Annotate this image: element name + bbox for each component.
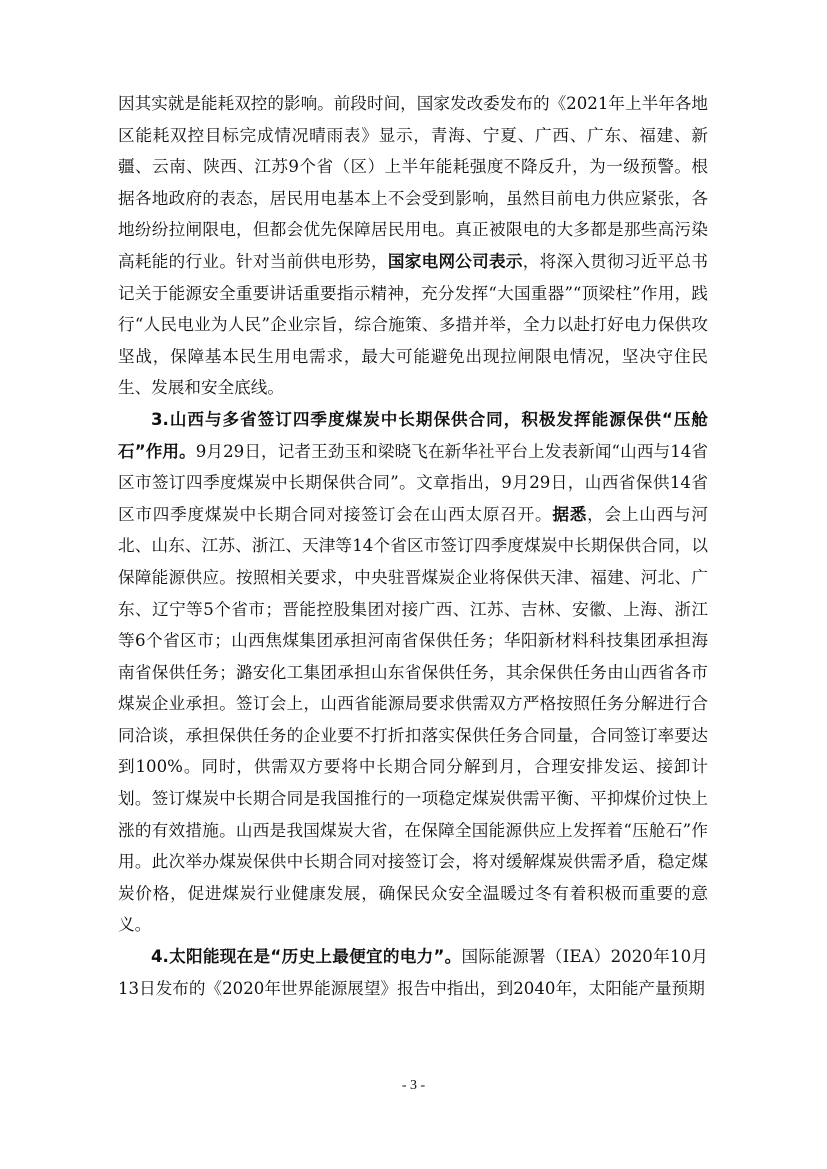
paragraph-2 [118,404,708,941]
paragraph-3-text-a: 国际能源署（IEA）2020年10月13日发布的《2020年世界能源展望》报告中指出，到2040年，太阳能产量预期 [118,947,708,998]
paragraph-2-text-b: ，会上山西与河北、山东、江苏、浙江、天津等14个省区市签订四季度煤炭中长期保供合同，以保障能源供应。按照相关要求，中央驻晋煤炭企业将保供天津、福建、河北、广东、辽宁等5个省市；晋能控股集团对接广西、江苏、吉林、安徽、上海、浙江等6个省区市；山西焦煤集团承担河南省保供任务；华阳新材料科技集团承担海南省保供任务；潞安化工集团承担山东省保供任务，其余保供任务由山西省各市煤炭企业承担。签订会上，山西省能源局要求供需双方严格按照任务分解进行合同洽谈，承担保供任务的企业要不打折扣落实保供任务合同量，合同签订率要达到100%。同时，供需双方要将中长期合同分解到月，合理安排发运、接卸计划。签订煤炭中长期合同是我国推行的一项稳定煤炭供需平衡、平抑煤价过快上涨的有效措施。山西是我国煤炭大省，在保障全国能源供应上发挥着“压舱石”作用。此次举办煤炭保供中长期合同对接签订会，将对缓解煤炭供需矛盾，稳定煤炭价格，促进煤炭行业健康发展，确保民众安全温暖过冬有着积极而重要的意义。 [118,504,709,935]
paragraph-3 [118,941,708,1004]
paragraph-1-text-a: 因其实就是能耗双控的影响。前段时间，国家发改委发布的《2021年上半年各地区能耗双控目标完成情况晴雨表》显示，青海、宁夏、广西、广东、福建、新疆、云南、陕西、江苏9个省（区）上半年能耗强度不降反升，为一级预警。根据各地政府的表态，居民用电基本上不会受到影响，虽然目前电力供应紧张，各地纷纷拉闸限电，但都会优先保障居民用电。真正被限电的大多都是那些高污染高耗能的行业。针对当前供电形势， [118,94,708,271]
page-number: - 3 - [401,1078,426,1093]
section-4-heading: 4.太阳能现在是“历史上最便宜的电力”。 [151,947,462,967]
paragraph-2-text-a: 9月29日，记者王劲玉和梁晓飞在新华社平台上发表新闻“山西与14省区市签订四季度煤炭中长期保供合同”。文章指出，9月29日，山西省保供14省区市四季度煤炭中长期合同对接签订会在山西太原召开。 [118,441,709,524]
paragraph-2-bold-a: 据悉 [552,504,588,524]
body-text [118,88,708,1004]
section-3-heading: 3.山西与多省签订四季度煤炭中长期保供合同，积极发挥能源保供“压舱石”作用。 [118,409,708,461]
paragraph-1 [118,88,708,404]
paragraph-1-text-b: ，将深入贯彻习近平总书记关于能源安全重要讲话重要指示精神，充分发挥“大国重器”“顶梁柱”作用，践行“人民电业为人民”企业宗旨，综合施策、多措并举，全力以赴打好电力保供攻坚战，保障基本民生用电需求，最大可能避免出现拉闸限电情况，坚决守住民生、发展和安全底线。 [118,251,709,398]
paragraph-1-bold-a: 国家电网公司表示 [387,251,523,271]
